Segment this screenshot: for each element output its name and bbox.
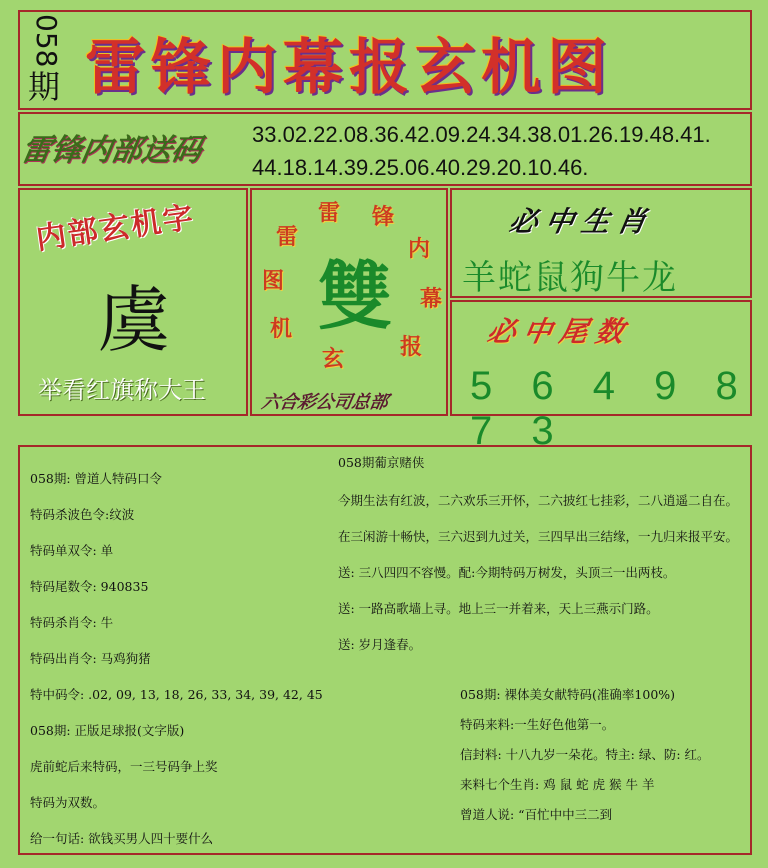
- left-line: 058期: 正版足球报(文字版): [30, 723, 185, 738]
- left-line: 虎前蛇后来特码，一三号码争上奖: [30, 759, 218, 774]
- left-line: 特码出肖令: 马鸡狗猪: [30, 651, 151, 666]
- zodiac-label: 必中生肖: [506, 205, 657, 238]
- secret-char: 虞: [98, 278, 171, 362]
- right-line-2: 来料七个生肖: 鸡 鼠 蛇 虎 猴 牛 羊: [460, 777, 655, 792]
- ring-char: 内: [408, 236, 431, 262]
- right-line-2: 曾道人说: “百忙中中三二到: [460, 807, 613, 822]
- ring-char: 机: [270, 316, 293, 342]
- ring-char: 玄: [322, 346, 345, 372]
- right-line: 送: 三八四四不容慢。配:今期特码万树发，头顶三一出两枝。: [338, 565, 676, 580]
- right-line: 在三闲游十畅快，三六迟到九过关，三四早出三结缘，一九归来报平安。: [338, 529, 739, 544]
- secret-char-label: 内部玄机字: [33, 200, 198, 257]
- left-line: 特中码令: .02, 09, 13, 18, 26, 33, 34, 39, 42, 45: [30, 687, 323, 702]
- ring-char: 雷: [318, 200, 341, 226]
- right-line-2: 058期: 裸体美女献特码(准确率100%): [460, 687, 676, 702]
- left-line: 特码杀肖令: 牛: [30, 615, 114, 630]
- left-line: 给一句话: 欲钱买男人四十要什么: [30, 831, 214, 846]
- issue-label: [28, 14, 68, 107]
- internal-numbers: [252, 118, 711, 184]
- right-line: 058期葡京赌侠: [338, 455, 425, 470]
- left-line: 058期: 曾道人特码口令: [30, 471, 163, 486]
- zodiac-value: 羊蛇鼠狗牛龙: [462, 258, 678, 298]
- numbers-line-1: 33.02.22.08.36.42.09.24.34.38.01.26.19.48.41.: [252, 122, 711, 147]
- page-title: 雷锋内幕报玄机图: [85, 33, 613, 103]
- ring-char: 锋: [372, 204, 395, 230]
- center-big-char: 雙: [318, 254, 392, 340]
- issue-suffix: 期: [28, 68, 61, 107]
- right-line: 送: 一路高歌墙上寻。地上三一并着来，天上三燕示门路。: [338, 601, 659, 616]
- issue-number: 058: [30, 14, 63, 68]
- ring-char: 幕: [420, 286, 443, 312]
- secret-slogan: 举看红旗称大王: [38, 376, 206, 404]
- right-line: 今期生法有红波，二六欢乐三开怀，二六披红七挂彩，二八逍遥二自在。: [338, 493, 739, 508]
- numbers-line-2: 44.18.14.39.25.06.40.29.20.10.46.: [252, 155, 589, 180]
- tails-label: 必中尾数: [484, 315, 635, 348]
- left-line: 特码尾数令: 940835: [30, 579, 149, 594]
- left-line: 特码为双数。: [30, 795, 106, 810]
- right-line-2: 特码来料:一生好色他第一。: [460, 717, 615, 732]
- right-line-2: 信封料: 十八九岁一朵花。特主: 绿、防: 红。: [460, 747, 710, 762]
- tails-value: 5 6 4 9 8 7 3: [470, 364, 752, 453]
- left-line: 特码杀波色令:纹波: [30, 507, 135, 522]
- ring-char: 报: [400, 334, 423, 360]
- internal-numbers-label: 雷锋内部送码: [18, 133, 205, 168]
- ring-char: 雷: [276, 224, 299, 250]
- left-line: 特码单双令: 单: [30, 543, 114, 558]
- text-panel: [18, 445, 752, 855]
- company-label: 六合彩公司总部: [259, 392, 390, 413]
- right-line: 送: 岁月逢春。: [338, 637, 422, 652]
- ring-char: 图: [262, 268, 285, 294]
